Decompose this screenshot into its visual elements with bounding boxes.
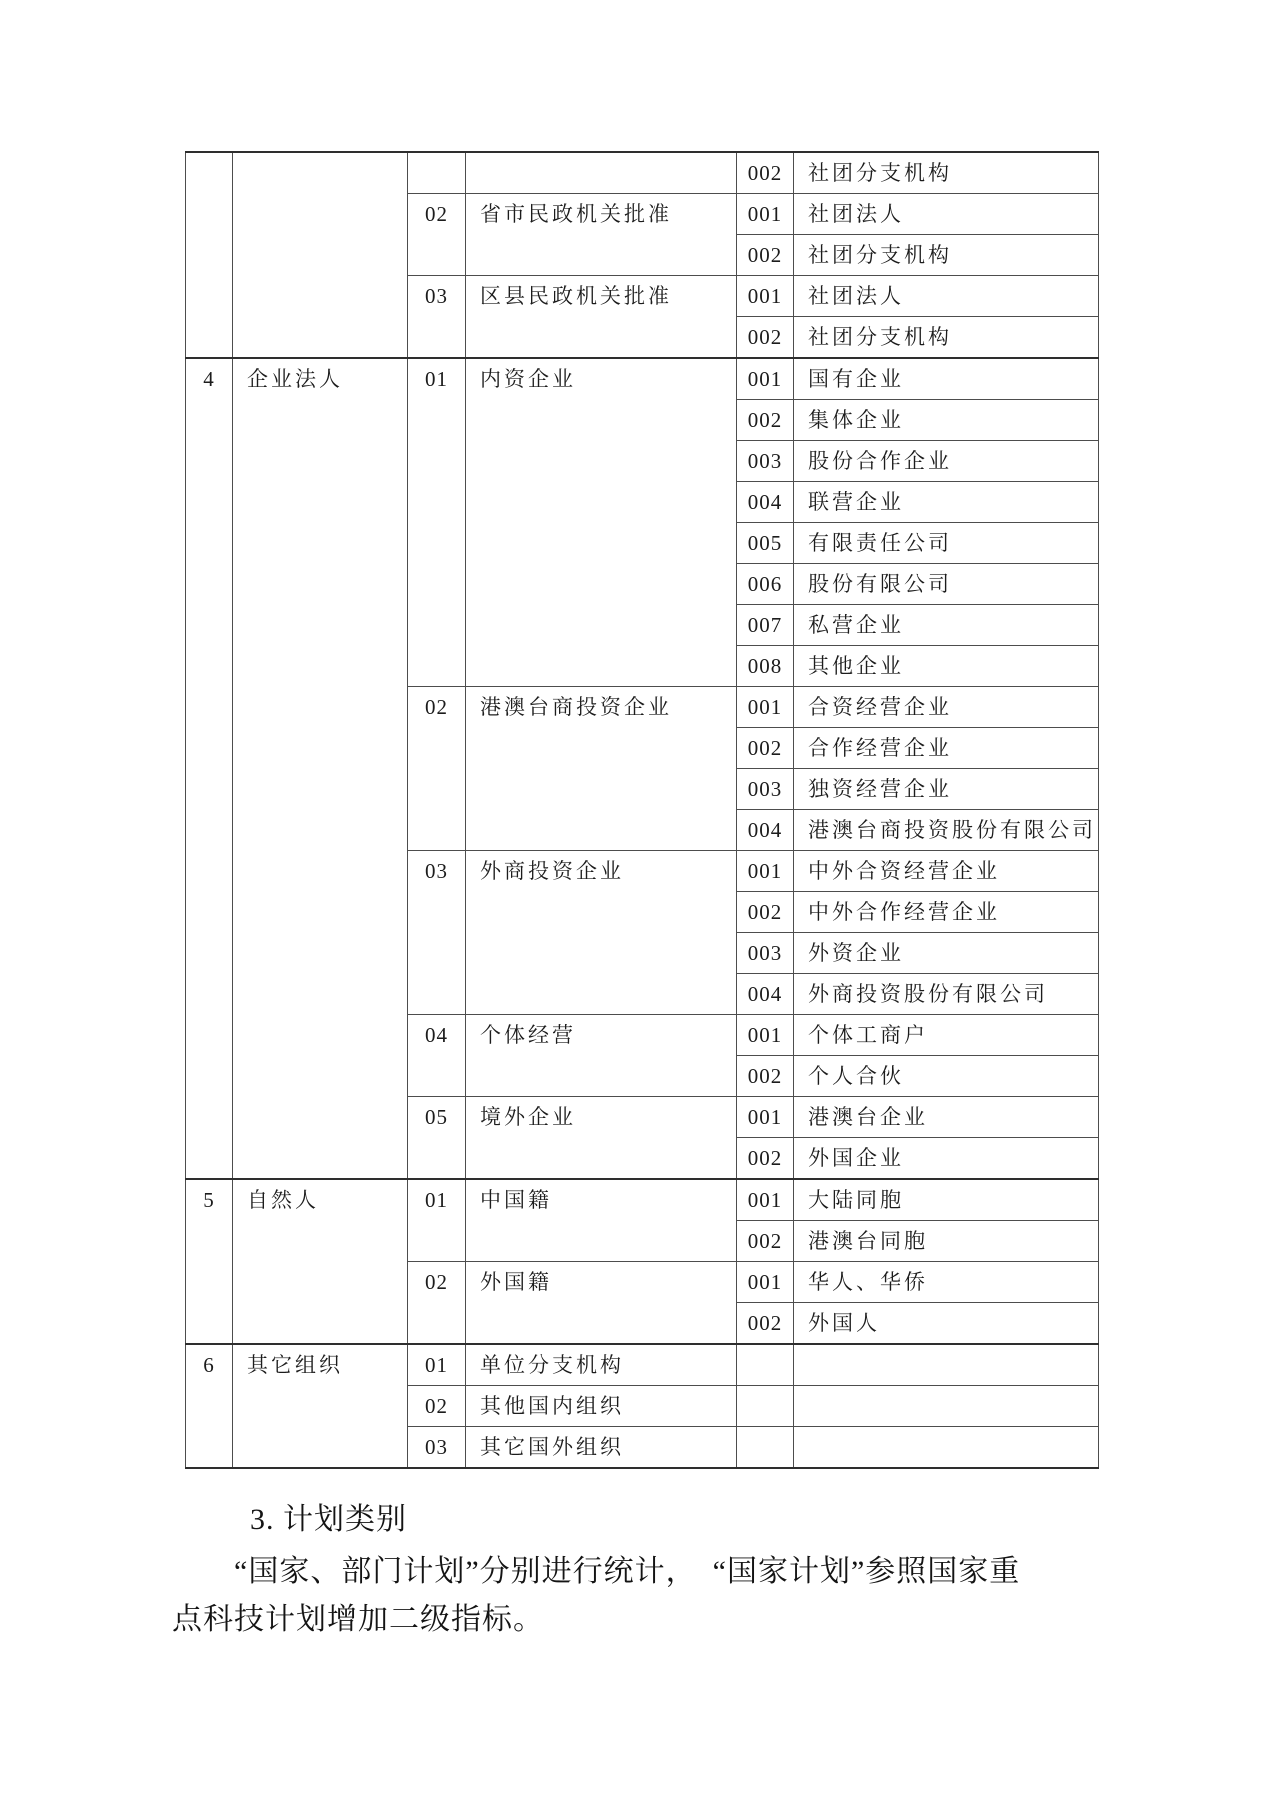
level3-code-cell: 007: [737, 605, 794, 646]
level3-code-cell: 001: [737, 687, 794, 728]
level3-name-cell: 社团分支机构: [794, 235, 1099, 276]
level3-name-cell: 私营企业: [794, 605, 1099, 646]
level3-name-cell: 个体工商户: [794, 1015, 1099, 1056]
level3-name-cell: 其他企业: [794, 646, 1099, 687]
level2-name-cell: 中国籍: [466, 1179, 737, 1262]
table-row: [186, 152, 1099, 194]
level3-name-cell: 外资企业: [794, 933, 1099, 974]
level2-name-cell: 外国籍: [466, 1262, 737, 1345]
level3-code-cell: [737, 1344, 794, 1386]
level3-name-cell: 合作经营企业: [794, 728, 1099, 769]
level3-name-cell: 港澳台企业: [794, 1097, 1099, 1138]
level2-name-cell: 省市民政机关批准: [466, 194, 737, 276]
level3-name-cell: 中外合作经营企业: [794, 892, 1099, 933]
level3-name-cell: 独资经营企业: [794, 769, 1099, 810]
level2-code-cell: 03: [408, 1427, 466, 1469]
level3-name-cell: 社团分支机构: [794, 152, 1099, 194]
level3-code-cell: 002: [737, 1303, 794, 1345]
level1-name-cell: 自然人: [233, 1179, 408, 1344]
level3-name-cell: 社团法人: [794, 194, 1099, 235]
level3-code-cell: 002: [737, 728, 794, 769]
level2-code-cell: 01: [408, 358, 466, 687]
level3-name-cell: [794, 1386, 1099, 1427]
level2-code-cell: 05: [408, 1097, 466, 1180]
level3-code-cell: 002: [737, 317, 794, 359]
level3-code-cell: 002: [737, 1138, 794, 1180]
level3-name-cell: 有限责任公司: [794, 523, 1099, 564]
level3-code-cell: 004: [737, 810, 794, 851]
level3-name-cell: 华人、华侨: [794, 1262, 1099, 1303]
level3-name-cell: 联营企业: [794, 482, 1099, 523]
level3-code-cell: 002: [737, 1221, 794, 1262]
level3-name-cell: 股份合作企业: [794, 441, 1099, 482]
level3-code-cell: 001: [737, 276, 794, 317]
level2-name-cell: 外商投资企业: [466, 851, 737, 1015]
level3-name-cell: 港澳台商投资股份有限公司: [794, 810, 1099, 851]
level3-code-cell: 002: [737, 152, 794, 194]
level2-name-cell: 境外企业: [466, 1097, 737, 1180]
level1-name-cell: [233, 152, 408, 358]
level3-name-cell: 港澳台同胞: [794, 1221, 1099, 1262]
level3-code-cell: 003: [737, 441, 794, 482]
level2-name-cell: [466, 152, 737, 194]
level3-name-cell: 个人合伙: [794, 1056, 1099, 1097]
level3-code-cell: 001: [737, 851, 794, 892]
level3-code-cell: 001: [737, 1262, 794, 1303]
level2-code-cell: 01: [408, 1344, 466, 1386]
level1-code-cell: 6: [186, 1344, 233, 1468]
level2-code-cell: 04: [408, 1015, 466, 1097]
level3-name-cell: 中外合资经营企业: [794, 851, 1099, 892]
classification-table: [185, 151, 1099, 1469]
level3-code-cell: 001: [737, 194, 794, 235]
level3-code-cell: 003: [737, 933, 794, 974]
level3-name-cell: 合资经营企业: [794, 687, 1099, 728]
level3-code-cell: 002: [737, 400, 794, 441]
level3-name-cell: 外商投资股份有限公司: [794, 974, 1099, 1015]
level3-name-cell: [794, 1344, 1099, 1386]
level3-name-cell: 股份有限公司: [794, 564, 1099, 605]
table-row: [186, 1179, 1099, 1221]
level2-code-cell: 02: [408, 687, 466, 851]
level3-name-cell: [794, 1427, 1099, 1469]
level3-name-cell: 大陆同胞: [794, 1179, 1099, 1221]
classification-table-body: [186, 152, 1099, 1468]
level2-name-cell: 单位分支机构: [466, 1344, 737, 1386]
table-row: [186, 1344, 1099, 1386]
level3-name-cell: 国有企业: [794, 358, 1099, 400]
level1-name-cell: 其它组织: [233, 1344, 408, 1468]
level3-code-cell: 001: [737, 1097, 794, 1138]
level1-code-cell: 4: [186, 358, 233, 1179]
level2-name-cell: 其他国内组织: [466, 1386, 737, 1427]
level3-code-cell: 004: [737, 482, 794, 523]
level3-code-cell: [737, 1386, 794, 1427]
level3-code-cell: 002: [737, 1056, 794, 1097]
level2-code-cell: 03: [408, 851, 466, 1015]
level1-code-cell: 5: [186, 1179, 233, 1344]
level3-code-cell: 002: [737, 892, 794, 933]
level2-code-cell: 02: [408, 194, 466, 276]
level3-name-cell: 外国企业: [794, 1138, 1099, 1180]
level3-code-cell: 001: [737, 358, 794, 400]
level3-name-cell: 集体企业: [794, 400, 1099, 441]
level3-code-cell: 001: [737, 1015, 794, 1056]
level2-code-cell: [408, 152, 466, 194]
level2-name-cell: 内资企业: [466, 358, 737, 687]
plan-category-heading: 3. 计划类别: [250, 1503, 407, 1536]
paragraph-line-1: “国家、部门计划”分别进行统计， “国家计划”参照国家重: [234, 1555, 1021, 1588]
level3-code-cell: [737, 1427, 794, 1469]
level1-name-cell: 企业法人: [233, 358, 408, 1179]
level2-name-cell: 其它国外组织: [466, 1427, 737, 1469]
level3-code-cell: 001: [737, 1179, 794, 1221]
level3-code-cell: 002: [737, 235, 794, 276]
level2-code-cell: 03: [408, 276, 466, 359]
level3-code-cell: 003: [737, 769, 794, 810]
level2-name-cell: 港澳台商投资企业: [466, 687, 737, 851]
level1-code-cell: [186, 152, 233, 358]
level2-code-cell: 02: [408, 1262, 466, 1345]
level3-code-cell: 004: [737, 974, 794, 1015]
paragraph-line-2: 点科技计划增加二级指标。: [172, 1603, 544, 1636]
level3-name-cell: 社团法人: [794, 276, 1099, 317]
level2-code-cell: 01: [408, 1179, 466, 1262]
level2-name-cell: 区县民政机关批准: [466, 276, 737, 359]
table-row: [186, 358, 1099, 400]
level3-code-cell: 008: [737, 646, 794, 687]
level2-code-cell: 02: [408, 1386, 466, 1427]
level2-name-cell: 个体经营: [466, 1015, 737, 1097]
level3-code-cell: 006: [737, 564, 794, 605]
level3-name-cell: 社团分支机构: [794, 317, 1099, 359]
level3-code-cell: 005: [737, 523, 794, 564]
level3-name-cell: 外国人: [794, 1303, 1099, 1345]
